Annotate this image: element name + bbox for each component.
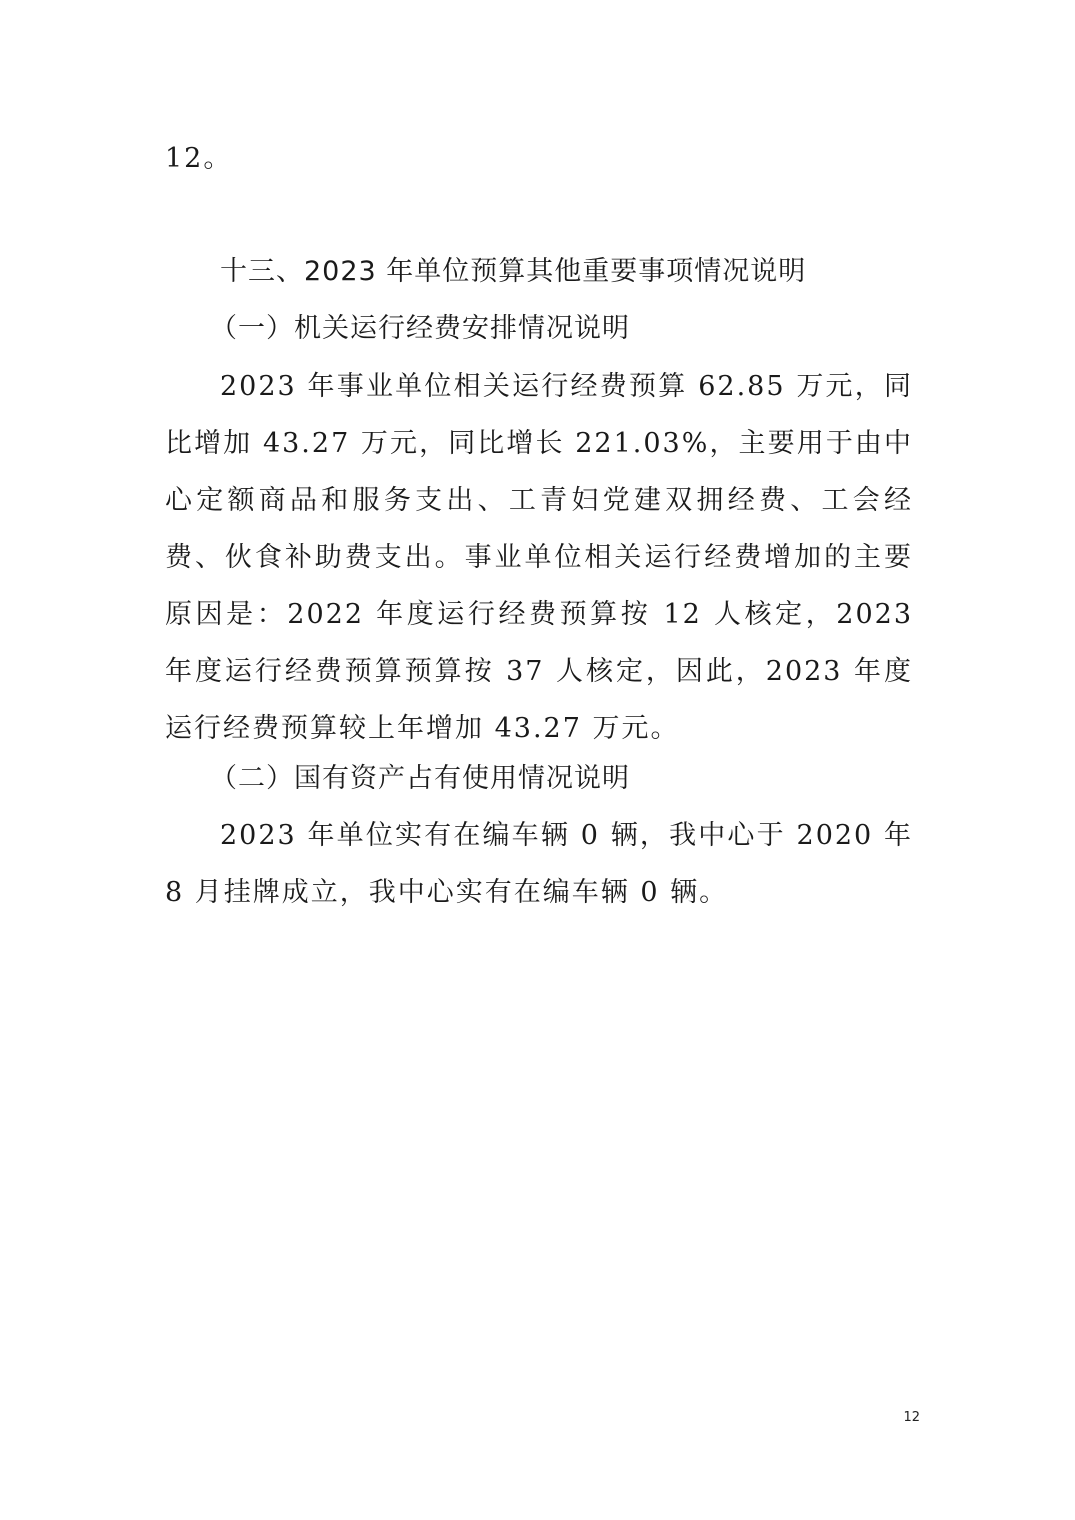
subsection-heading-operating-funds: （一）机关运行经费安排情况说明 [210,313,630,344]
continuation-text: 12。 [165,143,233,174]
subsection-heading-state-assets: （二）国有资产占有使用情况说明 [210,763,630,794]
paragraph-operating-funds: 2023 年事业单位相关运行经费预算 62.85 万元，同比增加 43.27 万元，同比增长 221.03%，主要用于由中心定额商品和服务支出、工青妇党建双拥经费、工会经费、伙食补助费支出。事业单位相关运行经费增加的主要原因是：2022 年度运行经费预算按 12 人核定，2023 年度运行经费预算预算按 37 人核定，因此，2023 年度运行经费预算较上年增加 43.27 万元。 [165,371,913,744]
section-heading: 十三、2023 年单位预算其他重要事项情况说明 [220,256,807,287]
page-number: 12 [903,1410,920,1425]
paragraph-state-assets: 2023 年单位实有在编车辆 0 辆，我中心于 2020 年 8 月挂牌成立，我中心实有在编车辆 0 辆。 [165,820,913,908]
